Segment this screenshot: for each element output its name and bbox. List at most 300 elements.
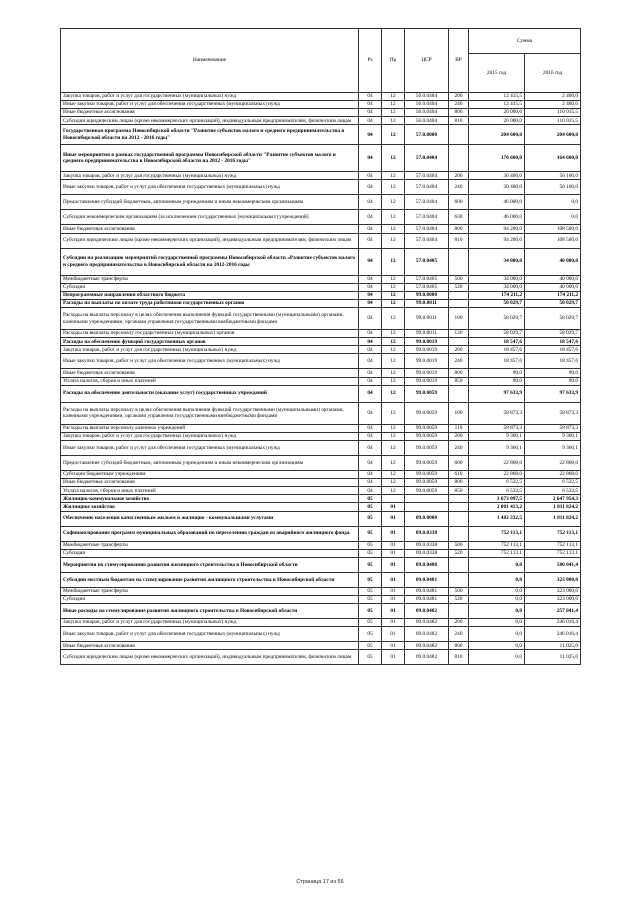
row-csr: 56.0.0404 <box>405 109 449 117</box>
row-sum-2015: 58 029,7 <box>469 308 525 330</box>
table-row <box>61 595 581 603</box>
table-row <box>61 495 581 503</box>
row-name: Закупка товаров, работ и услуг для государственных (муниципальных) нужд <box>61 172 359 180</box>
row-sum-2016: 752 113,1 <box>525 549 581 557</box>
row-sum-2016: 323 000,0 <box>525 587 581 595</box>
row-sum-2015: 58 029,7 <box>469 299 525 307</box>
header-pr: Пр <box>382 29 405 93</box>
row-name: Уплата налогов, сборов и иных платежей <box>61 487 359 495</box>
row-name: Иные мероприятия в рамках государственной программы Новосибирской области "Развитие субъектов малого и среднего предпринимательства в Новосибирской области на 2012 - 2016 годы" <box>61 145 359 172</box>
row-csr: 99.0.0059 <box>405 402 449 424</box>
row-vr: 630 <box>449 210 469 225</box>
row-vr: 520 <box>449 549 469 557</box>
row-csr: 99.0.0059 <box>405 470 449 478</box>
row-sum-2016: 246 016,4 <box>525 627 581 642</box>
row-vr <box>449 526 469 541</box>
row-rz: 04 <box>359 402 382 424</box>
row-vr: 850 <box>449 487 469 495</box>
row-name: Иные расходы на стимулирование развития жилищного строительства в Новосибирской области <box>61 604 359 619</box>
row-name: Субсидии юридическим лицам (кроме некоммерческих организаций), индивидуальным предпринимателям, физическим лицам <box>61 117 359 125</box>
row-rz: 04 <box>359 424 382 432</box>
row-sum-2015: 0,0 <box>469 557 525 572</box>
row-pr: 01 <box>382 619 405 627</box>
row-sum-2016: 257 041,4 <box>525 604 581 619</box>
row-sum-2015: 6 532,5 <box>469 479 525 487</box>
row-name: Иные бюджетные ассигнования <box>61 369 359 377</box>
row-rz: 04 <box>359 346 382 354</box>
row-rz: 04 <box>359 377 382 385</box>
row-csr: 99.0.0059 <box>405 424 449 432</box>
row-name: Субсидии <box>61 283 359 291</box>
row-rz: 05 <box>359 642 382 650</box>
row-name: Расходы на выплаты персоналу казенных учреждений <box>61 424 359 432</box>
row-csr: 99.0.0000 <box>405 291 449 299</box>
row-sum-2015: 22 868,0 <box>469 455 525 470</box>
row-sum-2015: 30 400,0 <box>469 172 525 180</box>
row-name: Иные закупки товаров, работ и услуг для обеспечения государственных (муниципальных) нужд <box>61 180 359 195</box>
row-name: Расходы на обеспечение деятельности (оказание услуг) государственных учреждений <box>61 385 359 402</box>
row-sum-2015: 9 360,1 <box>469 432 525 440</box>
row-vr: 610 <box>449 470 469 478</box>
row-csr: 99.0.0019 <box>405 354 449 369</box>
page-number: Страница 17 из 56 <box>296 879 344 885</box>
row-sum-2015: 34 000,0 <box>469 283 525 291</box>
row-vr: 200 <box>449 346 469 354</box>
row-name: Уплата налогов, сборов и иных платежей <box>61 377 359 385</box>
row-vr <box>449 248 469 275</box>
table-row <box>61 440 581 455</box>
row-pr: 12 <box>382 346 405 354</box>
row-name: Обеспечение населения качественным жильем и жилищно - коммунальными услугами <box>61 511 359 526</box>
row-vr: 240 <box>449 627 469 642</box>
row-csr: 56.0.0404 <box>405 100 449 108</box>
row-name: Иные закупки товаров, работ и услуг для обеспечения государственных (муниципальных) нужд <box>61 354 359 369</box>
row-sum-2015: 97 633,9 <box>469 385 525 402</box>
row-sum-2016: 97 633,9 <box>525 385 581 402</box>
row-pr: 12 <box>382 330 405 338</box>
table-row <box>61 619 581 627</box>
row-pr: 01 <box>382 526 405 541</box>
row-rz: 05 <box>359 541 382 549</box>
header-rz: Рз <box>359 29 382 93</box>
row-sum-2015: 20 000,0 <box>469 117 525 125</box>
table-row <box>61 354 581 369</box>
row-sum-2015: 0,0 <box>469 627 525 642</box>
row-sum-2015: 18 457,6 <box>469 346 525 354</box>
row-pr: 12 <box>382 479 405 487</box>
row-sum-2015: 752 113,1 <box>469 549 525 557</box>
row-sum-2015: 18 547,6 <box>469 338 525 346</box>
row-sum-2015: 0,0 <box>469 619 525 627</box>
row-sum-2016: 58 873,3 <box>525 402 581 424</box>
row-name: Расходы на выплаты персоналу в целях обеспечения выполнения функций государственными (муниципальными) органами, казенными учреждениями, органами управления государственными внебюджетными фондами <box>61 402 359 424</box>
row-sum-2016: 2 400,0 <box>525 100 581 108</box>
row-sum-2015: 30 400,0 <box>469 180 525 195</box>
table-row <box>61 92 581 100</box>
table-row <box>61 145 581 172</box>
row-vr <box>449 125 469 145</box>
row-csr <box>405 503 449 511</box>
row-sum-2015: 22 868,0 <box>469 470 525 478</box>
row-vr: 600 <box>449 195 469 210</box>
row-csr: 09.0.0338 <box>405 541 449 549</box>
row-sum-2015: 752 113,1 <box>469 526 525 541</box>
table-row <box>61 541 581 549</box>
table-row <box>61 195 581 210</box>
row-rz: 04 <box>359 125 382 145</box>
table-row <box>61 526 581 541</box>
row-sum-2016: 58 029,7 <box>525 299 581 307</box>
table-row <box>61 557 581 572</box>
row-vr: 810 <box>449 650 469 665</box>
row-pr: 01 <box>382 572 405 587</box>
row-vr: 800 <box>449 369 469 377</box>
row-sum-2015: 9 360,1 <box>469 440 525 455</box>
row-rz: 04 <box>359 225 382 233</box>
row-vr: 520 <box>449 283 469 291</box>
table-row <box>61 248 581 275</box>
header-name: Наименование <box>61 29 359 93</box>
row-name: Мероприятия по стимулированию развития жилищного строительства в Новосибирской области <box>61 557 359 572</box>
row-pr: 12 <box>382 180 405 195</box>
header-csr: ЦСР <box>405 29 449 93</box>
header-sum: Сумма <box>469 29 581 54</box>
row-sum-2015: 752 113,1 <box>469 541 525 549</box>
row-vr <box>449 503 469 511</box>
row-pr: 12 <box>382 424 405 432</box>
row-sum-2015: 0,0 <box>469 595 525 603</box>
row-csr: 09.0.0482 <box>405 627 449 642</box>
row-vr: 110 <box>449 424 469 432</box>
row-sum-2016: 0,0 <box>525 195 581 210</box>
table-row <box>61 642 581 650</box>
row-pr: 12 <box>382 275 405 283</box>
row-pr: 12 <box>382 440 405 455</box>
row-vr: 100 <box>449 308 469 330</box>
row-sum-2016: 174 211,2 <box>525 291 581 299</box>
table-row <box>61 346 581 354</box>
row-sum-2016: 90,0 <box>525 377 581 385</box>
row-sum-2016: 22 868,0 <box>525 470 581 478</box>
header-year-2015: 2015 год <box>469 54 525 92</box>
row-rz: 04 <box>359 92 382 100</box>
row-sum-2016: 40 000,0 <box>525 283 581 291</box>
row-pr: 12 <box>382 432 405 440</box>
row-rz: 05 <box>359 511 382 526</box>
row-pr: 12 <box>382 210 405 225</box>
row-sum-2016: 18 457,6 <box>525 346 581 354</box>
row-csr: 99.0.0011 <box>405 299 449 307</box>
row-rz: 04 <box>359 145 382 172</box>
row-pr: 01 <box>382 604 405 619</box>
row-name: Субсидии бюджетным учреждениям <box>61 470 359 478</box>
row-vr: 800 <box>449 225 469 233</box>
row-name: Иные закупки товаров, работ и услуг для обеспечения государственных (муниципальных) нужд <box>61 100 359 108</box>
row-vr: 240 <box>449 100 469 108</box>
row-pr: 12 <box>382 291 405 299</box>
row-rz: 04 <box>359 385 382 402</box>
header-year-2016: 2016 год <box>525 54 581 92</box>
row-rz: 04 <box>359 195 382 210</box>
row-vr: 500 <box>449 275 469 283</box>
row-name: Софинансирование программ муниципальных образований по переселению граждан из аварийного жилищного фонда <box>61 526 359 541</box>
row-sum-2015: 94 200,0 <box>469 225 525 233</box>
row-rz: 04 <box>359 487 382 495</box>
budget-table <box>60 28 581 665</box>
row-name: Иные бюджетные ассигнования <box>61 479 359 487</box>
row-name: Жилищно-коммунальное хозяйство <box>61 495 359 503</box>
row-csr: 57.0.0404 <box>405 180 449 195</box>
row-sum-2016: 580 041,4 <box>525 557 581 572</box>
row-vr: 240 <box>449 354 469 369</box>
row-pr: 12 <box>382 225 405 233</box>
row-pr: 01 <box>382 642 405 650</box>
row-csr: 09.0.0000 <box>405 511 449 526</box>
row-vr: 800 <box>449 479 469 487</box>
row-pr: 12 <box>382 145 405 172</box>
row-vr: 200 <box>449 432 469 440</box>
row-sum-2016: 1 811 824,2 <box>525 503 581 511</box>
row-rz: 05 <box>359 650 382 665</box>
row-sum-2016: 0,0 <box>525 210 581 225</box>
table-row <box>61 432 581 440</box>
row-sum-2015: 2 001 413,2 <box>469 503 525 511</box>
table-body <box>61 92 581 665</box>
row-name: Субсидии <box>61 549 359 557</box>
row-sum-2015: 34 000,0 <box>469 275 525 283</box>
row-vr <box>449 145 469 172</box>
row-vr <box>449 495 469 503</box>
row-name: Иные бюджетные ассигнования <box>61 225 359 233</box>
row-rz: 05 <box>359 595 382 603</box>
row-sum-2016: 164 600,0 <box>525 145 581 172</box>
row-sum-2015: 170 600,0 <box>469 145 525 172</box>
row-sum-2015: 174 211,2 <box>469 291 525 299</box>
table-row <box>61 338 581 346</box>
row-csr: 09.0.0481 <box>405 595 449 603</box>
row-rz: 04 <box>359 338 382 346</box>
row-rz: 05 <box>359 526 382 541</box>
table-row <box>61 627 581 642</box>
row-csr: 99.0.0059 <box>405 440 449 455</box>
row-pr: 01 <box>382 587 405 595</box>
row-csr: 09.0.0482 <box>405 604 449 619</box>
row-sum-2015: 90,0 <box>469 377 525 385</box>
row-rz: 04 <box>359 100 382 108</box>
table-row <box>61 225 581 233</box>
row-sum-2016: 6 532,5 <box>525 487 581 495</box>
row-name: Непрограммные направления областного бюджета <box>61 291 359 299</box>
row-pr: 12 <box>382 125 405 145</box>
row-vr <box>449 291 469 299</box>
row-rz: 04 <box>359 479 382 487</box>
row-rz: 05 <box>359 495 382 503</box>
row-csr: 57.0.0404 <box>405 195 449 210</box>
row-vr <box>449 338 469 346</box>
table-row <box>61 291 581 299</box>
row-vr: 800 <box>449 109 469 117</box>
row-vr <box>449 299 469 307</box>
table-row <box>61 455 581 470</box>
row-sum-2015: 58 873,3 <box>469 402 525 424</box>
row-csr: 57.0.0404 <box>405 233 449 248</box>
row-rz: 04 <box>359 330 382 338</box>
header-vr: ВР <box>449 29 469 93</box>
table-row <box>61 511 581 526</box>
row-vr: 810 <box>449 117 469 125</box>
row-sum-2016: 56 100,0 <box>525 172 581 180</box>
table-row <box>61 308 581 330</box>
row-rz: 04 <box>359 233 382 248</box>
row-csr <box>405 495 449 503</box>
row-rz: 04 <box>359 432 382 440</box>
table-row <box>61 100 581 108</box>
row-pr: 01 <box>382 650 405 665</box>
row-sum-2015: 0,0 <box>469 587 525 595</box>
row-rz: 04 <box>359 470 382 478</box>
row-sum-2015: 90,0 <box>469 369 525 377</box>
row-pr: 01 <box>382 627 405 642</box>
row-rz: 05 <box>359 572 382 587</box>
table-row <box>61 604 581 619</box>
row-pr: 01 <box>382 595 405 603</box>
row-name: Иные закупки товаров, работ и услуг для обеспечения государственных (муниципальных) нужд <box>61 440 359 455</box>
row-sum-2016: 40 000,0 <box>525 275 581 283</box>
row-rz: 04 <box>359 455 382 470</box>
row-vr: 120 <box>449 330 469 338</box>
row-sum-2016: 90,0 <box>525 369 581 377</box>
table-row <box>61 180 581 195</box>
row-csr: 99.0.0059 <box>405 385 449 402</box>
row-sum-2016: 9 360,1 <box>525 432 581 440</box>
row-sum-2016: 108 500,0 <box>525 233 581 248</box>
row-csr: 99.0.0011 <box>405 308 449 330</box>
row-csr: 99.0.0019 <box>405 377 449 385</box>
row-pr: 12 <box>382 248 405 275</box>
row-name: Межбюджетные трансферты <box>61 541 359 549</box>
row-rz: 04 <box>359 172 382 180</box>
row-pr: 01 <box>382 549 405 557</box>
row-pr: 12 <box>382 470 405 478</box>
row-sum-2016: 11 025,0 <box>525 642 581 650</box>
row-rz: 04 <box>359 308 382 330</box>
table-row <box>61 377 581 385</box>
table-row <box>61 283 581 291</box>
row-rz: 04 <box>359 275 382 283</box>
row-name: Закупка товаров, работ и услуг для государственных (муниципальных) нужд <box>61 432 359 440</box>
table-row <box>61 503 581 511</box>
row-sum-2016: 9 360,1 <box>525 440 581 455</box>
table-row <box>61 424 581 432</box>
row-sum-2015: 58 873,3 <box>469 424 525 432</box>
row-pr: 12 <box>382 385 405 402</box>
row-pr: 12 <box>382 487 405 495</box>
row-csr: 09.0.0338 <box>405 549 449 557</box>
row-pr: 12 <box>382 354 405 369</box>
row-pr: 12 <box>382 455 405 470</box>
row-vr <box>449 385 469 402</box>
row-csr: 09.0.0482 <box>405 619 449 627</box>
row-csr: 99.0.0059 <box>405 432 449 440</box>
row-name: Субсидии на реализацию мероприятий государственной программы Новосибирской области «Развитие субъектов малого и среднего предпринимательства в Новосибирской области на 2012-2016 годы <box>61 248 359 275</box>
row-vr: 800 <box>449 642 469 650</box>
row-sum-2016: 110 015,5 <box>525 109 581 117</box>
row-name: Субсидии местным бюджетам на стимулирование развития жилищного строительства в Новосибирской области <box>61 572 359 587</box>
table-row <box>61 402 581 424</box>
row-sum-2016: 108 500,0 <box>525 225 581 233</box>
row-csr: 57.0.0405 <box>405 283 449 291</box>
row-rz: 04 <box>359 210 382 225</box>
row-rz: 04 <box>359 299 382 307</box>
row-name: Расходы на выплаты по оплате труда работников государственных органов <box>61 299 359 307</box>
table-row <box>61 330 581 338</box>
row-sum-2015: 12 415,5 <box>469 100 525 108</box>
row-csr: 99.0.0059 <box>405 479 449 487</box>
row-sum-2015: 12 415,5 <box>469 92 525 100</box>
row-pr: 01 <box>382 511 405 526</box>
table-row <box>61 587 581 595</box>
row-vr <box>449 604 469 619</box>
row-sum-2016: 752 113,1 <box>525 526 581 541</box>
row-name: Субсидии юридическим лицам (кроме некоммерческих организаций), индивидуальным предпринимателям, физическим лицам <box>61 233 359 248</box>
table-row <box>61 275 581 283</box>
table-row <box>61 117 581 125</box>
row-csr: 56.0.0404 <box>405 92 449 100</box>
row-rz: 04 <box>359 117 382 125</box>
row-vr <box>449 557 469 572</box>
row-sum-2016: 752 113,1 <box>525 541 581 549</box>
row-rz: 04 <box>359 369 382 377</box>
row-sum-2016: 18 457,6 <box>525 354 581 369</box>
row-sum-2015: 46 000,0 <box>469 210 525 225</box>
row-csr: 99.0.0011 <box>405 330 449 338</box>
row-rz: 05 <box>359 587 382 595</box>
row-sum-2016: 1 811 824,2 <box>525 511 581 526</box>
table-row <box>61 210 581 225</box>
row-csr: 56.0.0404 <box>405 117 449 125</box>
table-row <box>61 549 581 557</box>
row-pr: 12 <box>382 92 405 100</box>
row-sum-2016: 58 029,7 <box>525 308 581 330</box>
row-sum-2016: 323 000,0 <box>525 595 581 603</box>
row-pr: 12 <box>382 369 405 377</box>
row-vr: 240 <box>449 440 469 455</box>
row-name: Иные бюджетные ассигнования <box>61 109 359 117</box>
row-name: Закупка товаров, работ и услуг для государственных (муниципальных) нужд <box>61 619 359 627</box>
row-sum-2016: 2 647 954,3 <box>525 495 581 503</box>
document-page <box>60 28 580 665</box>
row-pr: 12 <box>382 117 405 125</box>
row-pr: 12 <box>382 308 405 330</box>
table-row <box>61 487 581 495</box>
row-sum-2016: 246 016,4 <box>525 619 581 627</box>
row-name: Субсидии некоммерческим организациям (за исключением государственных (муниципальных) учреждений) <box>61 210 359 225</box>
row-csr: 57.0.0404 <box>405 225 449 233</box>
row-sum-2015: 20 000,0 <box>469 109 525 117</box>
row-sum-2016: 58 029,7 <box>525 330 581 338</box>
row-rz: 05 <box>359 627 382 642</box>
row-pr: 12 <box>382 109 405 117</box>
row-name: Иные бюджетные ассигнования <box>61 642 359 650</box>
row-sum-2016: 22 868,0 <box>525 455 581 470</box>
row-name: Предоставление субсидий бюджетным, автономным учреждениям и иным некоммерческим организациям <box>61 455 359 470</box>
row-rz: 04 <box>359 109 382 117</box>
row-name: Расходы на обеспечение функций государственных органов <box>61 338 359 346</box>
table-row <box>61 109 581 117</box>
row-name: Субсидии юридическим лицам (кроме некоммерческих организаций), индивидуальным предпринимателям, физическим лицам <box>61 650 359 665</box>
row-vr: 100 <box>449 402 469 424</box>
row-sum-2015: 94 200,0 <box>469 233 525 248</box>
